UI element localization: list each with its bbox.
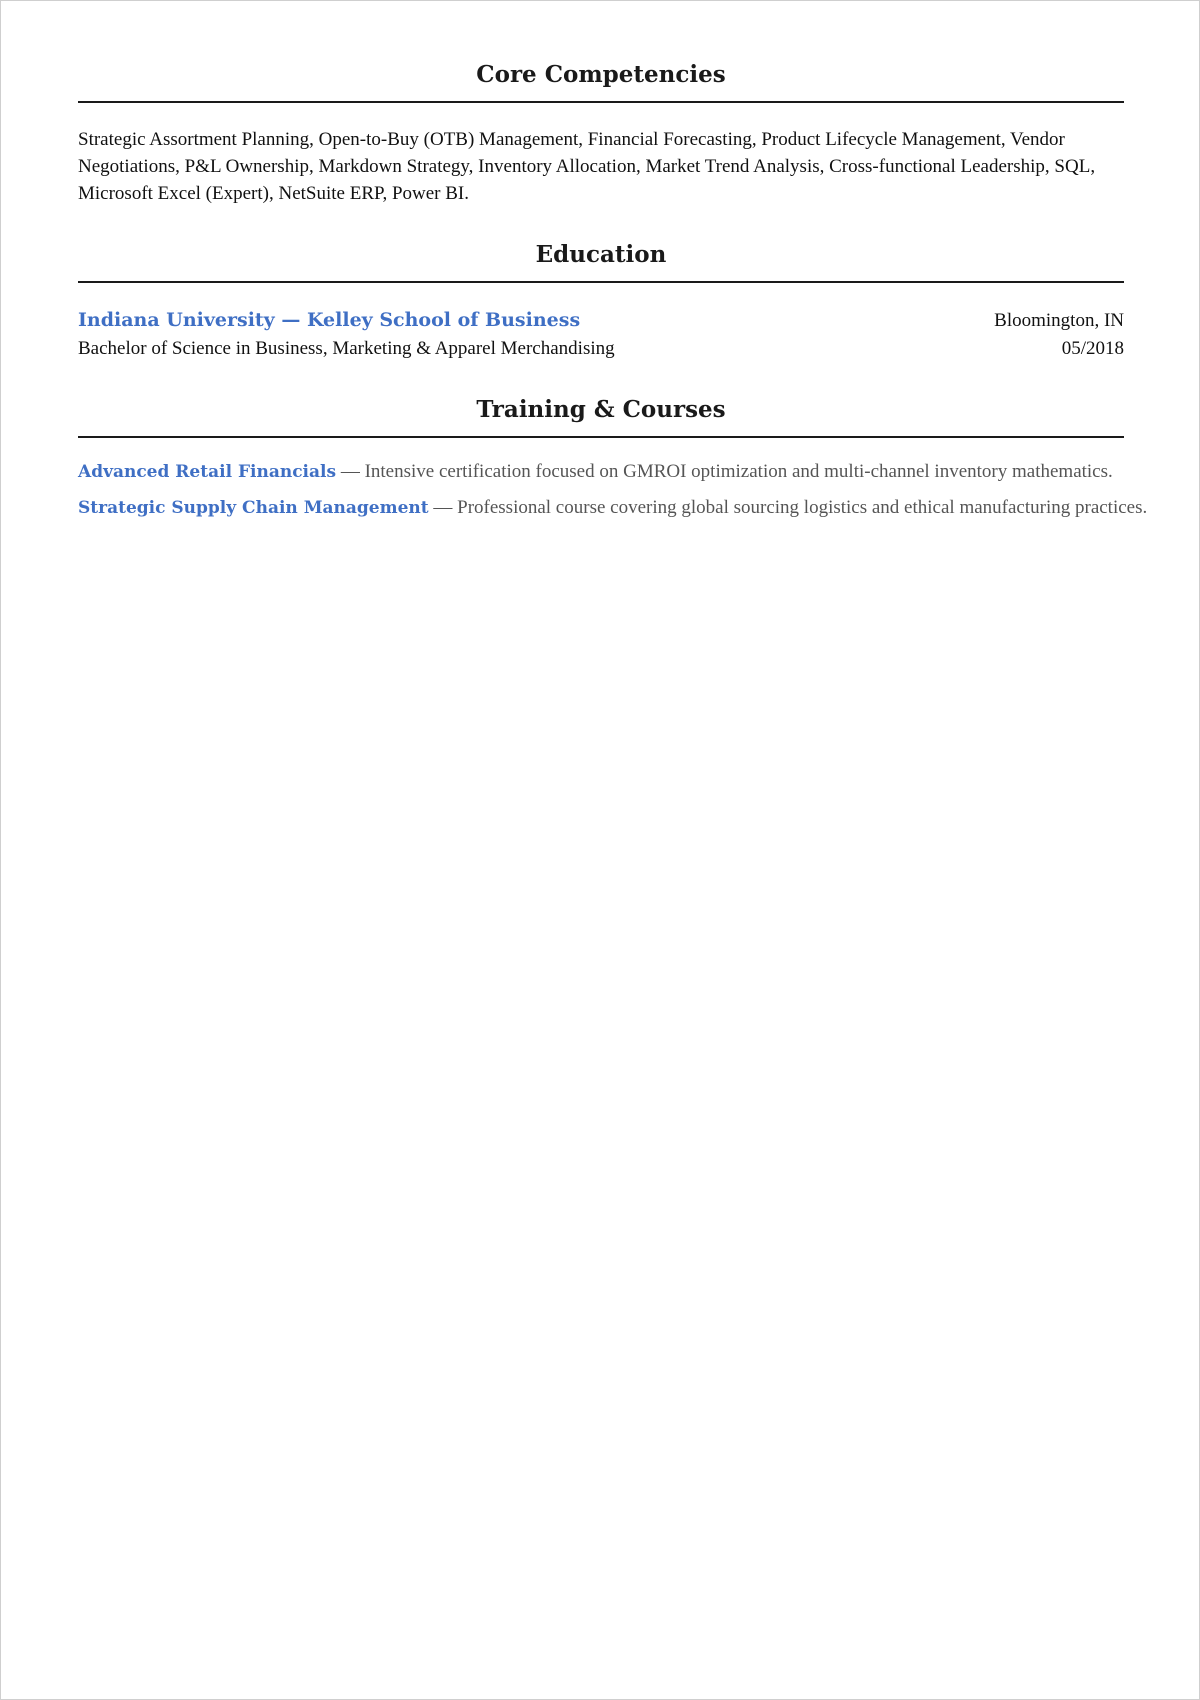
education-school-name: Indiana University — Kelley School of Business — [78, 309, 581, 331]
course-item — [78, 459, 1124, 485]
education-degree-row — [78, 335, 1124, 363]
education-heading: Education — [78, 241, 1124, 283]
course-description: Professional course covering global sourcing logistics and ethical manufacturing practices. — [457, 497, 1148, 518]
training-section — [78, 396, 1148, 521]
course-name: Strategic Supply Chain Management — [78, 498, 429, 518]
core-competencies-heading: Core Competencies — [78, 61, 1124, 103]
core-competencies-section — [78, 61, 1124, 207]
education-degree: Bachelor of Science in Business, Marketing & Apparel Merchandising — [78, 338, 615, 359]
course-description: Intensive certification focused on GMROI optimization and multi-channel inventory mathematics. — [364, 461, 1113, 482]
course-separator: — — [428, 497, 458, 518]
course-separator: — — [336, 461, 365, 482]
education-date: 05/2018 — [1061, 338, 1124, 359]
education-location: Bloomington, IN — [994, 310, 1124, 331]
course-name: Advanced Retail Financials — [78, 462, 337, 482]
education-section — [78, 241, 1124, 363]
training-heading: Training & Courses — [78, 396, 1124, 438]
education-school-row — [78, 305, 1124, 335]
core-competencies-text: Strategic Assortment Planning, Open-to-Buy (OTB) Management, Financial Forecasting, Product Lifecycle Management, Vendor Negotiations, P&L Ownership, Markdown Strategy, Inventory Allocation, Market Trend Analysis, Cross-functional Leadership, SQL, Microsoft Excel (Expert), NetSuite ERP, Power BI. — [78, 129, 1096, 204]
resume-content — [78, 61, 1148, 521]
course-item — [78, 495, 1148, 521]
